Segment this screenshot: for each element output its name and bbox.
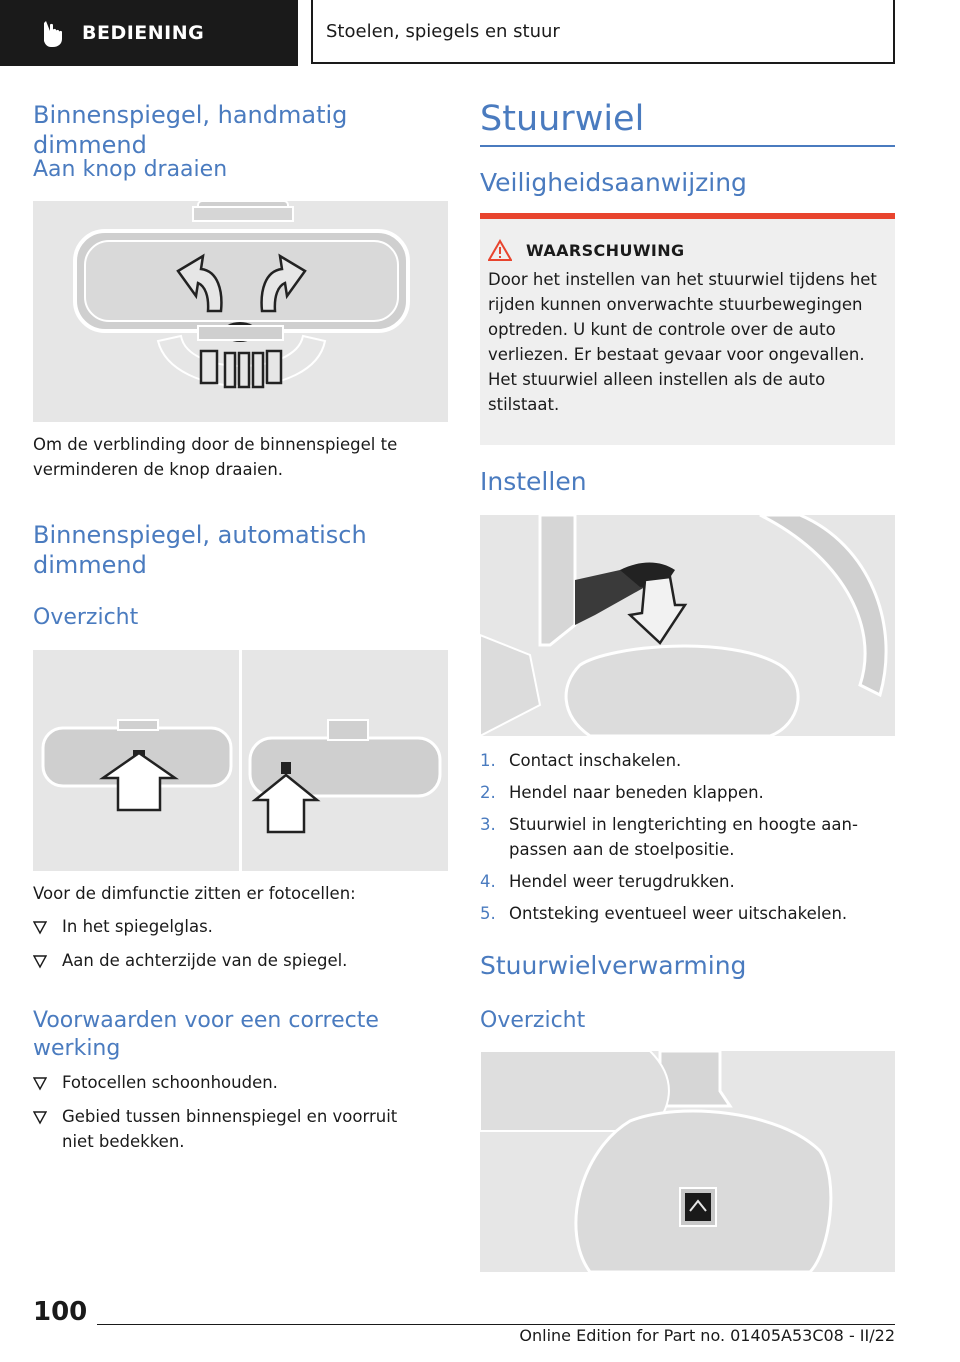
triangle-bullet-icon (33, 1104, 47, 1129)
list-item-text: Aan de achterzijde van de spiegel. (62, 951, 348, 970)
heading-auto-dimming: Binnenspiegel, automatisch dimmend (33, 521, 367, 579)
photocell-list (33, 914, 448, 982)
subheading-overview-heating: Overzicht (480, 1008, 586, 1033)
section-title: Stoelen, spiegels en stuur (311, 0, 895, 64)
warning-title-row (488, 239, 887, 261)
figure-steering-lever (480, 515, 895, 736)
heading-adjust: Instellen (480, 467, 587, 496)
warning-triangle-icon (488, 239, 512, 261)
heading-steering-wheel: Stuurwiel (480, 99, 645, 139)
step-text: Stuurwiel in lengterichting en hoogte aanpassen aan de stoelpositie. (509, 815, 858, 859)
list-item (480, 812, 875, 862)
page-number: 100 (33, 1297, 88, 1327)
list-item (33, 1070, 433, 1095)
step-number: 3. (480, 815, 496, 834)
heading-rule (480, 145, 895, 147)
list-item-text: In het spiegelglas. (62, 917, 213, 936)
manual-dimming-text: Om de verblinding door de binnenspiegel te verminderen de knop draaien. (33, 435, 398, 479)
list-item (480, 748, 875, 773)
list-item-text: Fotocellen schoonhouden. (62, 1073, 278, 1092)
warning-text: Door het instellen van het stuurwiel tijdens het rijden kunnen onverwachte stuurbewegingen optreden. U kunt de controle over de auto verliezen. Er bestaat gevaar voor ongevallen. Het stuurwiel alleen instellen als de auto stilstaat. (488, 270, 877, 414)
list-item (480, 869, 875, 894)
step-number: 2. (480, 783, 496, 802)
adjust-steps-list (480, 748, 875, 933)
heading-manual-dimming: Binnenspiegel, handmatig dimmend (33, 101, 348, 159)
chapter-label: BEDIENING (82, 22, 205, 44)
chapter-tab (0, 0, 298, 66)
heading-safety: Veiligheidsaanwijzing (480, 168, 747, 197)
subheading-turn-knob: Aan knop draaien (33, 157, 228, 182)
list-item-text: Gebied tussen binnenspiegel en voorruit niet bedekken. (62, 1107, 398, 1151)
step-text: Hendel naar beneden klappen. (509, 783, 764, 802)
subheading-overview-auto: Overzicht (33, 605, 139, 630)
heading-heating: Stuurwielverwarming (480, 951, 747, 980)
figure-auto-mirror (33, 650, 448, 871)
figure-heating-button (480, 1051, 895, 1272)
warning-title: WAARSCHUWING (526, 240, 685, 260)
list-item (33, 948, 448, 973)
list-item (480, 901, 875, 926)
step-number: 1. (480, 751, 496, 770)
warning-box (480, 213, 895, 445)
step-number: 5. (480, 904, 496, 923)
footer-edition: Online Edition for Part no. 01405A53C08 - II/22 (519, 1326, 895, 1345)
triangle-bullet-icon (33, 1070, 47, 1095)
auto-dimming-text: Voor de dimfunctie zitten er fotocellen: (33, 884, 356, 903)
hand-pointer-icon (36, 17, 68, 49)
list-item (33, 1104, 433, 1154)
heading-conditions: Voorwaarden voor een correcte werking (33, 1008, 379, 1061)
step-text: Ontsteking eventueel weer uitschakelen. (509, 904, 848, 923)
step-number: 4. (480, 872, 496, 891)
figure-manual-mirror (33, 201, 448, 422)
step-text: Hendel weer terugdrukken. (509, 872, 735, 891)
list-item (33, 914, 448, 939)
conditions-list (33, 1070, 433, 1163)
step-text: Contact inschakelen. (509, 751, 682, 770)
list-item (480, 780, 875, 805)
triangle-bullet-icon (33, 948, 47, 973)
triangle-bullet-icon (33, 914, 47, 939)
footer-rule (97, 1324, 895, 1325)
